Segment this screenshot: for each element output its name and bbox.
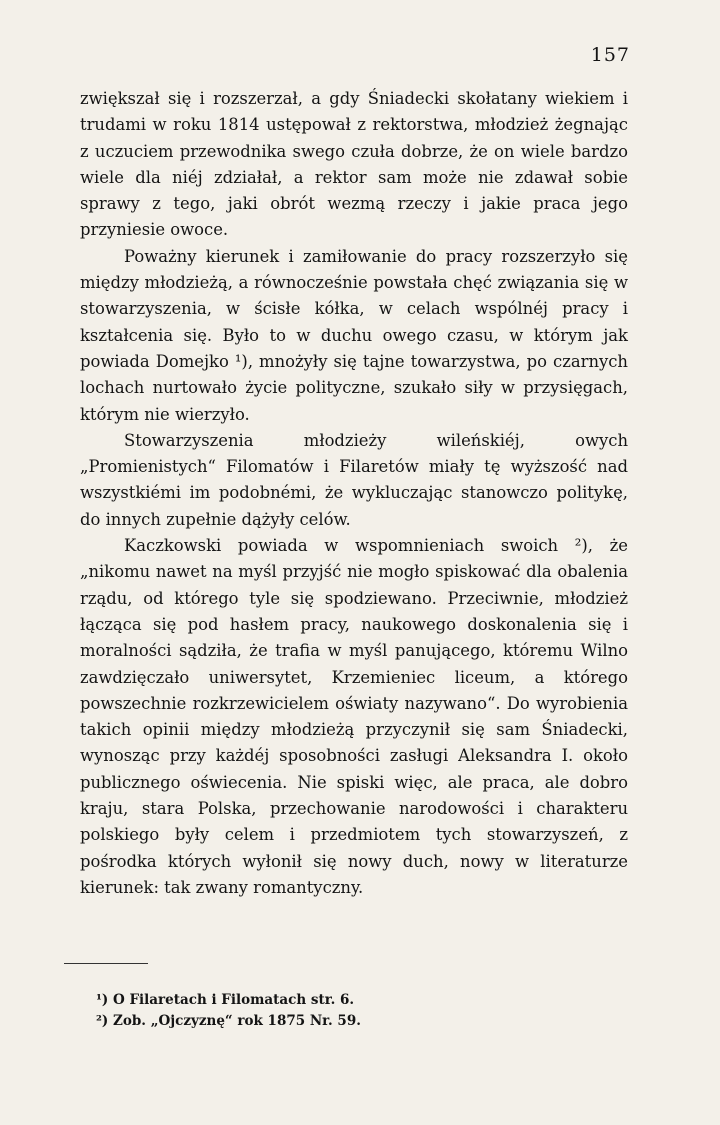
footnote-1: ¹) O Filaretach i Filomatach str. 6. [96, 992, 355, 1008]
paragraph-4: Kaczkowski powiada w wspomnieniach swoich ²), że „nikomu nawet na myśl przyjść nie mogło spiskować dla obalenia rządu, od którego tyle się spodziewano. Przeciwnie, młodzież łącząca się pod hasłem pracy, naukowego doskonalenia się i moralności sądziła, że trafia w myśl panującego, któremu Wilno zawdzięczało uniwersytet, Krzemieniec liceum, a którego powszechnie rozkrzewicielem oświaty nazywano“. Do wyrobienia takich opinii między młodzieżą przyczynił się sam Śniadecki, wynosząc przy każdéj sposobności zasługi Aleksandra I. około publicznego oświecenia. Nie spiski więc, ale praca, ale dobro kraju, stara Polska, przechowanie narodowości i charakteru polskiego były celem i przedmiotem tych stowarzyszeń, z pośrodka których wyłonił się nowy duch, nowy w literaturze kierunek: tak zwany romantyczny. [80, 536, 628, 897]
page-number: 157 [590, 44, 630, 66]
footnote-divider [64, 963, 148, 964]
paragraph-2: Poważny kierunek i zamiłowanie do pracy rozszerzyło się między młodzieżą, a równocześnie powstała chęć związania się w stowarzyszenia, w ścisłe kółka, w celach wspólnéj pracy i kształcenia się. Było to w duchu owego czasu, w którym jak powiada Domejko ¹), mnożyły się tajne towarzystwa, po czarnych lochach nurtowało życie polityczne, szukało siły w przysięgach, którym nie wierzyło. [80, 246, 628, 424]
footnote-2: ²) Zob. „Ojczyznę“ rok 1875 Nr. 59. [96, 1013, 361, 1029]
paragraph-1: zwiększał się i rozszerzał, a gdy Śniadecki skołatany wiekiem i trudami w roku 1814 ustępował z rektorstwa, młodzież żegnając z uczuciem przewodnika swego czuła dobrze, że on wiele bardzo wiele dla niéj zdziałał, a rektor sam może nie zdawał sobie sprawy z tego, jaki obrót wezmą rzeczy i jakie praca jego przyniesie owoce. [80, 89, 628, 240]
paragraph-3: Stowarzyszenia młodzieży wileńskiéj, owych „Promienistych“ Filomatów i Filaretów miały tę wyższość nad wszystkiémi im podobnémi, że wykluczając stanowczo politykę, do innych zupełnie dążyły celów. [80, 430, 628, 529]
body-text [80, 86, 628, 901]
footnotes [96, 990, 361, 1032]
